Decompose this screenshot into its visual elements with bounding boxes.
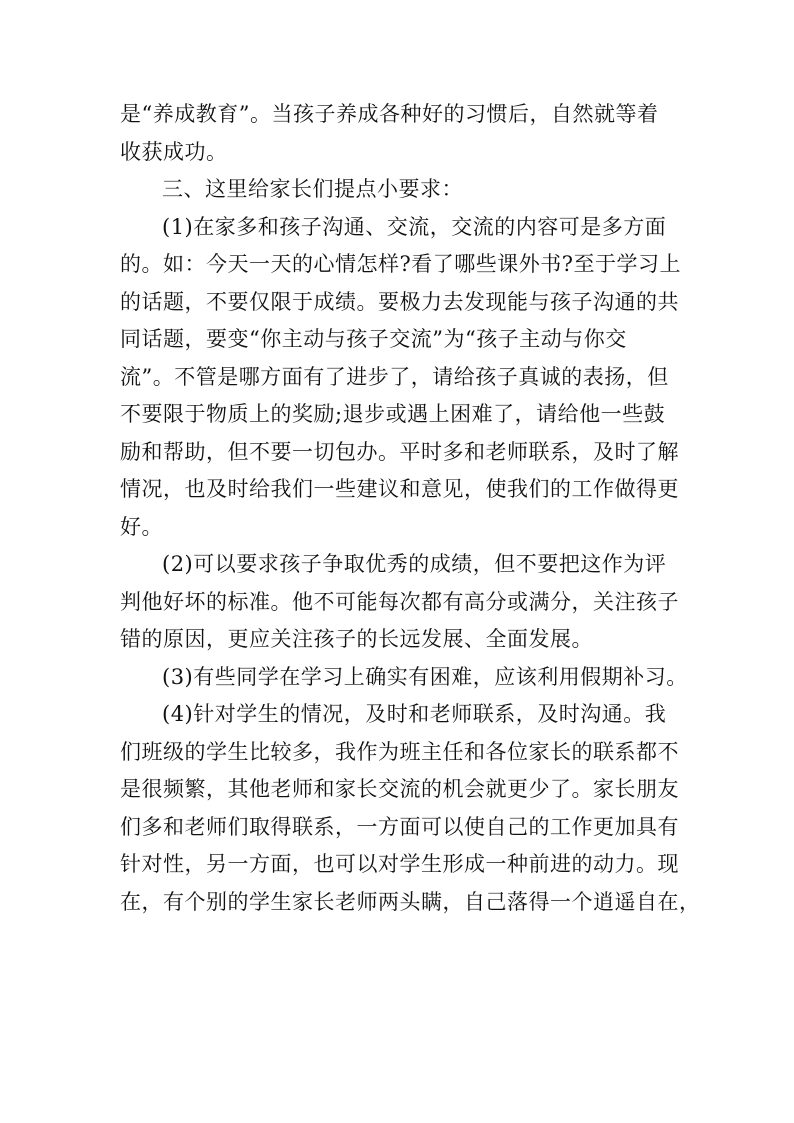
text-line-16: (3)有些同学在学习上确实有困难，应该利用假期补习。 <box>162 664 688 689</box>
text-line-5: 的。如：今天一天的心情怎样?看了哪些课外书?至于学习上 <box>120 252 682 276</box>
text-line-18: 们班级的学生比较多，我作为班主任和各位家长的联系都不 <box>120 739 679 764</box>
text-line-22: 在，有个别的学生家长老师两头瞒，自己落得一个逍遥自在， <box>120 889 701 914</box>
text-line-19: 是很频繁，其他老师和家长交流的机会就更少了。家长朋友 <box>120 777 679 801</box>
text-line-15: 错的原因，更应关注孩子的长远发展、全面发展。 <box>120 627 593 651</box>
text-line-6: 的话题，不要仅限于成绩。要极力去发现能与孩子沟通的共 <box>120 289 679 314</box>
text-line-2: 收获成功。 <box>120 139 228 164</box>
text-line-8: 流”。不管是哪方面有了进步了，请给孩子真诚的表扬，但 <box>120 364 669 389</box>
text-line-10: 励和帮助，但不要一切包办。平时多和老师联系，及时了解 <box>120 439 679 464</box>
text-line-9: 不要限于物质上的奖励;退步或遇上困难了，请给他一些鼓 <box>120 402 666 426</box>
text-line-4: (1)在家多和孩子沟通、交流，交流的内容可是多方面 <box>162 214 667 239</box>
text-line-7: 同话题，要变“你主动与孩子交流”为“孩子主动与你交 <box>120 327 627 351</box>
text-line-17: (4)针对学生的情况，及时和老师联系，及时沟通。我 <box>162 702 667 726</box>
text-line-13: (2)可以要求孩子争取优秀的成绩，但不要把这作为评 <box>162 552 667 576</box>
text-line-11: 情况，也及时给我们一些建议和意见，使我们的工作做得更 <box>120 477 679 501</box>
text-line-21: 针对性，另一方面，也可以对学生形成一种前进的动力。现 <box>120 852 679 876</box>
body-text <box>120 96 701 921</box>
text-line-14: 判他好坏的标准。他不可能每次都有高分或满分，关注孩子 <box>120 589 679 614</box>
section-heading: 三、这里给家长们提点小要求： <box>162 177 463 201</box>
text-line-12: 好。 <box>120 514 163 539</box>
text-line-20: 们多和老师们取得联系，一方面可以使自己的工作更加具有 <box>120 814 679 839</box>
text-line-1: 是“养成教育”。当孩子养成各种好的习惯后，自然就等着 <box>120 102 659 126</box>
